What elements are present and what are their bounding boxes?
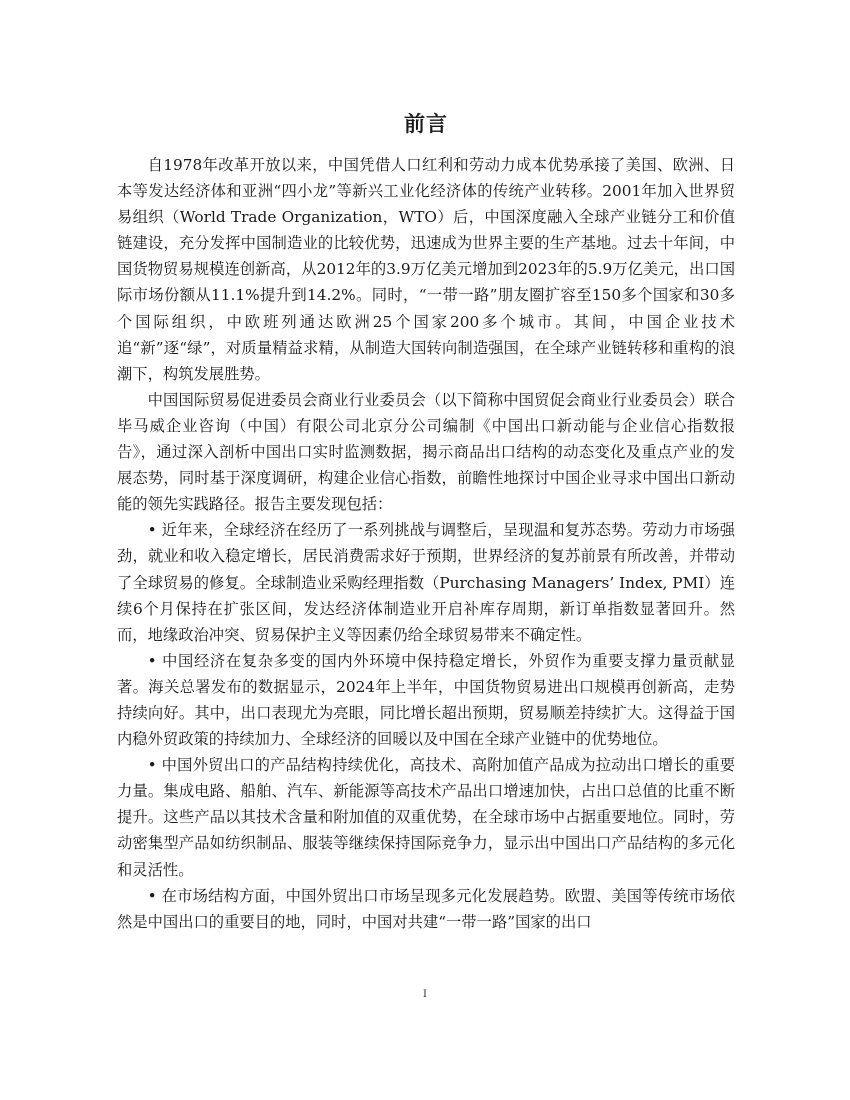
- page-number: I: [423, 989, 427, 1000]
- finding-bullet-4: • 在市场结构方面，中国外贸出口市场呈现多元化发展趋势。欧盟、美国等传统市场依然是中国出口的重要目的地，同时，中国对共建“一带一路”国家的出口: [117, 886, 735, 931]
- finding-bullet-2: • 中国经济在复杂多变的国内外环境中保持稳定增长，外贸作为重要支撑力量贡献显著。海关总署发布的数据显示，2024年上半年，中国货物贸易进出口规模再创新高，走势持续向好。其中，出口表现尤为亮眼，同比增长超出预期，贸易顺差持续扩大。这得益于国内稳外贸政策的持续加力、全球经济的回暖以及中国在全球产业链中的优势地位。: [117, 651, 735, 749]
- page-title: 前言: [404, 112, 448, 136]
- finding-bullet-3: • 中国外贸出口的产品结构持续优化，高技术、高附加值产品成为拉动出口增长的重要力量。集成电路、船舶、汽车、新能源等高技术产品出口增速加快，占出口总值的比重不断提升。这些产品以其技术含量和附加值的双重优势，在全球市场中占据重要地位。同时，劳动密集型产品如纺织制品、服装等继续保持国际竞争力，显示出中国出口产品结构的多元化和灵活性。: [117, 756, 735, 879]
- finding-bullet-1: • 近年来，全球经济在经历了一系列挑战与调整后，呈现温和复苏态势。劳动力市场强劲，就业和收入稳定增长，居民消费需求好于预期，世界经济的复苏前景有所改善，并带动了全球贸易的修复。全球制造业采购经理指数（Purchasing Managers’ Index, PMI）连续6个月保持在扩张区间，发达经济体制造业开启补库存周期，新订单指数显著回升。然而，地缘政治冲突、贸易保护主义等因素仍给全球贸易带来不确定性。: [117, 521, 735, 644]
- intro-paragraph-2: 中国国际贸易促进委员会商业行业委员会（以下简称中国贸促会商业行业委员会）联合毕马威企业咨询（中国）有限公司北京分公司编制《中国出口新动能与企业信心指数报告》，通过深入剖析中国出口实时监测数据，揭示商品出口结构的动态变化及重点产业的发展态势，同时基于深度调研，构建企业信心指数，前瞻性地探讨中国企业寻求中国出口新动能的领先实践路径。报告主要发现包括：: [117, 390, 735, 514]
- document-page: [117, 110, 735, 935]
- intro-paragraph-1: 自1978年改革开放以来，中国凭借人口红利和劳动力成本优势承接了美国、欧洲、日本等发达经济体和亚洲“四小龙”等新兴工业化经济体的传统产业转移。2001年加入世界贸易组织（World Trade Organization，WTO）后，中国深度融入全球产业链分工和价值链建设，充分发挥中国制造业的比较优势，迅速成为世界主要的生产基地。过去十年间，中国货物贸易规模连创新高，从2012年的3.9万亿美元增加到2023年的5.9万亿美元，出口国际市场份额从11.1%提升到14.2%。同时，“一带一路”朋友圈扩容至150多个国家和30多个国际组织，中欧班列通达欧洲25个国家200多个城市。其间，中国企业技术追“新”逐“绿”，对质量精益求精，从制造大国转向制造强国，在全球产业链转移和重构的浪潮下，构筑发展胜势。: [117, 156, 735, 383]
